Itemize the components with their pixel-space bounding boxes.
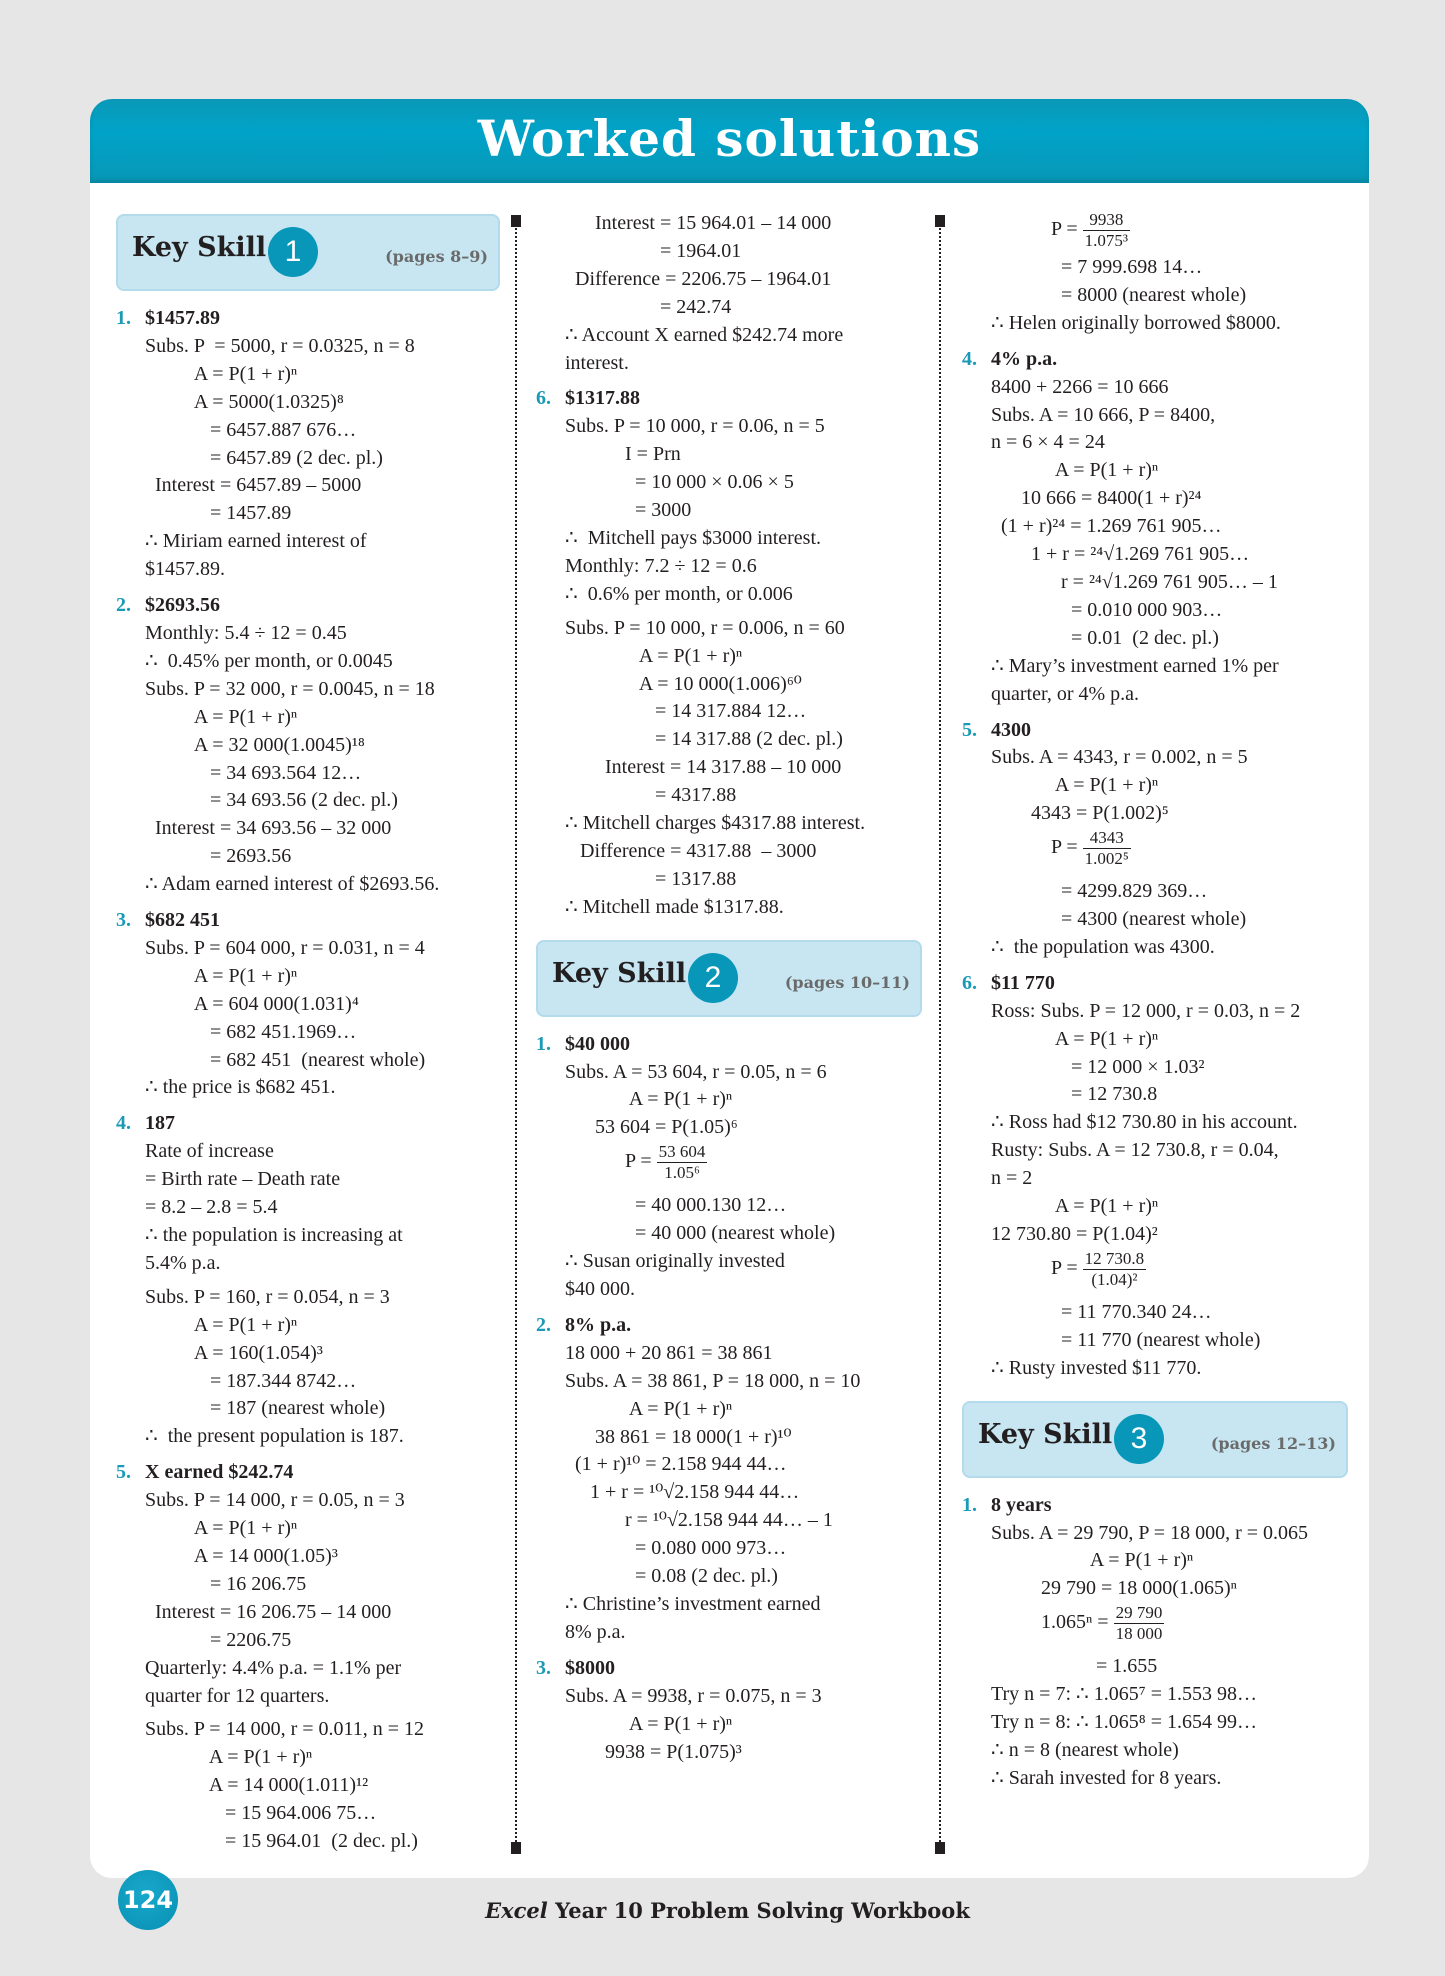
solution-line: Subs. A = 4343, r = 0.002, n = 5 (991, 746, 1248, 769)
solution-line: = 15 964.01 (2 dec. pl.) (145, 1830, 418, 1853)
solution-5-continued (536, 210, 922, 377)
solution-line: = 12 000 × 1.03² (991, 1055, 1205, 1078)
answer: 4% p.a. (991, 347, 1058, 370)
solution-line: = 3000 (565, 499, 692, 522)
question-number: 2. (536, 1313, 551, 1336)
solution-line: ∴ Miriam earned interest of (145, 530, 367, 553)
solution-line: ∴ 0.6% per month, or 0.006 (565, 582, 793, 605)
solution-line: Interest = 15 964.01 – 14 000 (565, 212, 832, 234)
solution-line: Subs. A = 38 861, P = 18 000, n = 10 (565, 1369, 861, 1392)
ks2-solution-4 (962, 346, 1348, 709)
solution-line: Subs. P = 14 000, r = 0.05, n = 3 (145, 1489, 405, 1512)
solution-line: A = P(1 + r)ⁿ (145, 1517, 298, 1540)
key-skill-3-header (962, 1401, 1348, 1478)
solution-line: = 7 999.698 14… (991, 256, 1203, 278)
solution-line: ∴ Helen originally borrowed $8000. (991, 311, 1281, 334)
answer: $1317.88 (565, 387, 640, 410)
solution-line: Monthly: 5.4 ÷ 12 = 0.45 (145, 621, 347, 644)
solution-line: = 0.010 000 903… (991, 598, 1223, 621)
solution-line: A = P(1 + r)ⁿ (145, 1313, 298, 1336)
solution-line: quarter for 12 quarters. (145, 1684, 330, 1707)
answer: $40 000 (565, 1032, 630, 1055)
solution-line: Difference = 2206.75 – 1964.01 (565, 267, 832, 290)
solution-line: = 14 317.884 12… (565, 700, 807, 723)
solution-line: = 1317.88 (565, 867, 737, 890)
solution-line: = Birth rate – Death rate (145, 1168, 341, 1191)
question-number: 3. (536, 1656, 551, 1679)
solution-line: A = 5000(1.0325)⁸ (145, 390, 344, 413)
solution-line: n = 2 (991, 1167, 1033, 1190)
key-skill-label: Key Skill (132, 232, 267, 263)
solution-line: ∴ Christine’s investment earned (565, 1592, 821, 1615)
fraction: $\frac{12 730.8}{\text{(1.04)²}}$ (1084, 1248, 1145, 1289)
solution-line: A = P(1 + r)ⁿ (565, 644, 743, 667)
solution-line: = 0.08 (2 dec. pl.) (565, 1565, 778, 1588)
solution-line: = 0.01 (2 dec. pl.) (991, 626, 1219, 649)
solution-line: A = 14 000(1.05)³ (145, 1544, 338, 1567)
solution-line: A = P(1 + r)ⁿ (145, 705, 298, 728)
column-2 (536, 210, 922, 1774)
question-number: 6. (962, 971, 977, 994)
solution-line: Interest = 34 693.56 – 32 000 (145, 817, 392, 840)
solution-line: A = P(1 + r)ⁿ (145, 362, 298, 385)
answer: 8% p.a. (565, 1313, 632, 1336)
solution-line: = 16 206.75 (145, 1572, 307, 1595)
solution-5 (116, 1459, 500, 1856)
solution-line: r = ¹⁰√2.158 944 44… – 1 (565, 1509, 833, 1532)
solution-line: n = 6 × 4 = 24 (991, 431, 1105, 454)
question-number: 5. (116, 1461, 131, 1484)
solution-line: interest. (565, 351, 629, 374)
column-3 (962, 210, 1348, 1801)
solution-line: ∴ Account X earned $242.74 more (565, 323, 844, 346)
column-1 (116, 210, 500, 1864)
solution-line: 12 730.80 = P(1.04)² (991, 1223, 1158, 1245)
question-number: 5. (962, 718, 977, 741)
column-divider-2 (939, 219, 941, 1850)
solution-line: = 4299.829 369… (991, 880, 1208, 903)
solution-line: Interest = 6457.89 – 5000 (145, 474, 362, 497)
ks2-solution-6 (962, 970, 1348, 1383)
question-number: 3. (116, 909, 131, 932)
solution-line: = 11 770 (nearest whole) (991, 1328, 1261, 1351)
solution-line: Try n = 8: ∴ 1.065⁸ = 1.654 99… (991, 1711, 1257, 1734)
solution-line: ∴ Sarah invested for 8 years. (991, 1766, 1222, 1789)
solution-line: = 0.080 000 973… (565, 1537, 787, 1560)
book-title-footer (0, 1898, 1445, 1923)
solution-line: 1 + r = ²⁴√1.269 761 905… (991, 543, 1250, 566)
key-skill-label: Key Skill (552, 957, 687, 989)
fraction-line: 1.065ⁿ = $\frac{29 790}{18 000}$ (991, 1603, 1163, 1644)
question-number: 4. (962, 347, 977, 370)
solution-line: = 40 000 (nearest whole) (565, 1222, 836, 1245)
solution-line: ∴ Mitchell charges $4317.88 interest. (565, 812, 866, 835)
solution-line: Subs. P = 5000, r = 0.0325, n = 8 (145, 334, 415, 357)
question-number: 1. (962, 1493, 977, 1516)
solution-line: A = 10 000(1.006)⁶⁰ (565, 672, 802, 695)
ks2-solution-5 (962, 717, 1348, 962)
solution-2 (116, 592, 500, 899)
answer: $8000 (565, 1656, 615, 1679)
solution-line: quarter, or 4% p.a. (991, 682, 1140, 705)
solution-line: ∴ the price is $682 451. (145, 1076, 336, 1099)
solution-line: 29 790 = 18 000(1.065)ⁿ (991, 1577, 1237, 1600)
solution-line: 5.4% p.a. (145, 1251, 221, 1274)
solution-line: I = Prn (565, 443, 681, 466)
solution-line: Rusty: Subs. A = 12 730.8, r = 0.04, (991, 1139, 1279, 1162)
fraction-line: P = $\frac{12 730.8}{\text{(1.04)²}}$ (991, 1248, 1145, 1289)
solution-line: = 6457.89 (2 dec. pl.) (145, 446, 383, 469)
ks2-solution-3 (536, 1655, 922, 1767)
solution-4 (116, 1110, 500, 1451)
solution-line: Difference = 4317.88 – 3000 (565, 839, 817, 862)
solution-line: = 4317.88 (565, 784, 737, 807)
solution-line: A = P(1 + r)ⁿ (991, 774, 1159, 797)
answer: 4300 (991, 718, 1031, 741)
fraction: $\frac{9938}{\text{1.075³}}$ (1084, 210, 1129, 250)
solution-line: = 8000 (nearest whole) (991, 283, 1247, 306)
solution-line: Subs. P = 10 000, r = 0.06, n = 5 (565, 415, 825, 438)
key-skill-number-badge: 3 (1114, 1414, 1164, 1464)
solution-line: ∴ Mitchell pays $3000 interest. (565, 526, 822, 549)
solution-line: 10 666 = 8400(1 + r)²⁴ (991, 487, 1202, 510)
fraction-line: P = $\frac{4343}{\text{1.002⁵}}$ (991, 828, 1129, 869)
ks2-solution-3-continued (962, 210, 1348, 338)
key-skill-1-header (116, 214, 500, 291)
solution-line: (1 + r)¹⁰ = 2.158 944 44… (565, 1453, 787, 1476)
fraction-line: P = $\frac{9938}{\text{1.075³}}$ (991, 210, 1129, 250)
ks2-solution-1 (536, 1031, 922, 1304)
question-number: 4. (116, 1112, 131, 1135)
solution-line: Ross: Subs. P = 12 000, r = 0.03, n = 2 (991, 999, 1301, 1022)
solution-line: $40 000. (565, 1278, 635, 1300)
key-skill-label: Key Skill (978, 1418, 1113, 1450)
solution-line: Try n = 7: ∴ 1.065⁷ = 1.553 98… (991, 1683, 1257, 1706)
key-skill-number-badge: 1 (268, 227, 318, 277)
solution-line: = 8.2 – 2.8 = 5.4 (145, 1196, 278, 1219)
solution-line: = 1457.89 (145, 502, 292, 525)
answer: 8 years (991, 1493, 1052, 1516)
solution-line: ∴ Mary’s investment earned 1% per (991, 654, 1279, 677)
solution-line: Subs. P = 32 000, r = 0.0045, n = 18 (145, 677, 435, 700)
solution-line: ∴ Adam earned interest of $2693.56. (145, 873, 440, 896)
solution-line: ∴ Rusty invested $11 770. (991, 1356, 1202, 1379)
solution-line: Subs. A = 9938, r = 0.075, n = 3 (565, 1684, 822, 1707)
solution-line: = 187.344 8742… (145, 1369, 357, 1392)
solution-line: ∴ Susan originally invested (565, 1250, 785, 1273)
solution-line: = 4300 (nearest whole) (991, 908, 1247, 931)
solution-line: $1457.89. (145, 558, 225, 581)
solution-line: = 14 317.88 (2 dec. pl.) (565, 728, 843, 751)
solution-line: Subs. P = 604 000, r = 0.031, n = 4 (145, 936, 425, 959)
book-title-rest: Year 10 Problem Solving Workbook (547, 1898, 970, 1923)
solution-line: Subs. P = 14 000, r = 0.011, n = 12 (145, 1718, 425, 1741)
solution-line: A = P(1 + r)ⁿ (991, 1027, 1159, 1050)
header-banner (90, 99, 1369, 183)
solution-line: = 1.655 (991, 1655, 1158, 1678)
solution-line: Rate of increase (145, 1140, 274, 1163)
solution-line: = 1964.01 (565, 239, 742, 262)
fraction: $\frac{4343}{\text{1.002⁵}}$ (1084, 828, 1129, 869)
solution-line: 8% p.a. (565, 1620, 626, 1643)
solution-line: Subs. P = 160, r = 0.054, n = 3 (145, 1285, 390, 1308)
solution-line: 9938 = P(1.075)³ (565, 1740, 742, 1763)
answer: 187 (145, 1112, 175, 1135)
solution-1 (116, 305, 500, 584)
solution-line: A = 32 000(1.0045)¹⁸ (145, 733, 365, 756)
solution-line: Quarterly: 4.4% p.a. = 1.1% per (145, 1656, 402, 1679)
key-skill-number-badge: 2 (688, 953, 738, 1003)
question-number: 1. (536, 1032, 551, 1055)
key-skill-pages: (pages 12–13) (1210, 1433, 1336, 1453)
solution-line: (1 + r)²⁴ = 1.269 761 905… (991, 515, 1222, 538)
solution-line: = 682 451 (nearest whole) (145, 1048, 426, 1071)
solution-line: ∴ 0.45% per month, or 0.0045 (145, 649, 393, 672)
solution-line: A = P(1 + r)ⁿ (565, 1088, 733, 1111)
solution-line: = 15 964.006 75… (145, 1802, 377, 1825)
question-number: 2. (116, 594, 131, 617)
question-number: 1. (116, 307, 131, 329)
ks2-solution-2 (536, 1312, 922, 1647)
solution-line: A = P(1 + r)ⁿ (145, 1746, 313, 1769)
solution-line: Subs. P = 10 000, r = 0.006, n = 60 (565, 616, 845, 639)
solution-line: = 682 451.1969… (145, 1020, 357, 1043)
solution-line: = 6457.887 676… (145, 418, 357, 441)
page-number-badge: 124 (118, 1870, 178, 1930)
solution-line: 38 861 = 18 000(1 + r)¹⁰ (565, 1425, 792, 1448)
solution-line: = 34 693.56 (2 dec. pl.) (145, 789, 398, 812)
book-title-brand: Excel (485, 1898, 548, 1923)
solution-line: 8400 + 2266 = 10 666 (991, 375, 1169, 398)
solution-line: = 2693.56 (145, 845, 292, 868)
solution-line: Subs. A = 10 666, P = 8400, (991, 403, 1216, 426)
solution-line: Subs. A = 29 790, P = 18 000, r = 0.065 (991, 1521, 1309, 1544)
solution-line: A = P(1 + r)ⁿ (991, 1549, 1194, 1572)
solution-line: Subs. A = 53 604, r = 0.05, n = 6 (565, 1060, 827, 1083)
question-number: 6. (536, 387, 551, 410)
fraction: $\frac{29 790}{18 000}$ (1115, 1603, 1163, 1644)
answer: $11 770 (991, 971, 1055, 994)
key-skill-2-header (536, 940, 922, 1017)
solution-line: = 12 730.8 (991, 1083, 1158, 1106)
solution-line: 1 + r = ¹⁰√2.158 944 44… (565, 1481, 800, 1504)
solution-6 (536, 385, 922, 921)
answer: X earned $242.74 (145, 1461, 294, 1484)
solution-line: ∴ n = 8 (nearest whole) (991, 1738, 1179, 1761)
solution-line: = 11 770.340 24… (991, 1300, 1212, 1323)
solution-line: A = P(1 + r)ⁿ (565, 1712, 733, 1735)
solution-line: A = P(1 + r)ⁿ (991, 459, 1159, 482)
answer: $682 451 (145, 909, 220, 932)
solution-line: = 40 000.130 12… (565, 1194, 787, 1217)
page-title: Worked solutions (477, 109, 982, 168)
answer: $2693.56 (145, 594, 220, 617)
solution-line: r = ²⁴√1.269 761 905… – 1 (991, 570, 1278, 593)
solution-line: 18 000 + 20 861 = 38 861 (565, 1341, 773, 1364)
column-divider-1 (515, 219, 517, 1850)
solution-line: A = P(1 + r)ⁿ (145, 964, 298, 987)
solution-line: = 10 000 × 0.06 × 5 (565, 471, 794, 494)
solution-line: A = 604 000(1.031)⁴ (145, 992, 359, 1015)
solution-line: ∴ Ross had $12 730.80 in his account. (991, 1111, 1298, 1134)
solution-line: Monthly: 7.2 ÷ 12 = 0.6 (565, 554, 757, 577)
key-skill-pages: (pages 10–11) (784, 972, 910, 992)
solution-line: 53 604 = P(1.05)⁶ (565, 1116, 738, 1139)
solution-line: A = 160(1.054)³ (145, 1341, 323, 1364)
solution-line: Interest = 14 317.88 – 10 000 (565, 756, 842, 779)
key-skill-pages: (pages 8–9) (385, 247, 488, 266)
solution-line: A = 14 000(1.011)¹² (145, 1774, 369, 1797)
solution-line: A = P(1 + r)ⁿ (991, 1195, 1159, 1218)
solution-line: ∴ Mitchell made $1317.88. (565, 895, 784, 918)
solution-line: = 34 693.564 12… (145, 761, 362, 784)
solution-line: A = P(1 + r)ⁿ (565, 1397, 733, 1420)
fraction: $\frac{53 604}{\text{1.05⁶}}$ (658, 1142, 706, 1183)
solution-line: = 2206.75 (145, 1628, 292, 1651)
solution-3 (116, 907, 500, 1102)
solution-line: = 242.74 (565, 295, 732, 318)
solution-line: 4343 = P(1.002)⁵ (991, 802, 1169, 825)
ks3-solution-1 (962, 1492, 1348, 1793)
solution-line: Interest = 16 206.75 – 14 000 (145, 1600, 392, 1623)
solution-line: ∴ the population was 4300. (991, 935, 1215, 958)
solution-line: = 187 (nearest whole) (145, 1397, 386, 1420)
answer: $1457.89 (145, 307, 220, 329)
solution-line: ∴ the population is increasing at (145, 1224, 403, 1246)
fraction-line: P = $\frac{53 604}{\text{1.05⁶}}$ (565, 1142, 706, 1183)
solution-line: ∴ the present population is 187. (145, 1425, 404, 1448)
